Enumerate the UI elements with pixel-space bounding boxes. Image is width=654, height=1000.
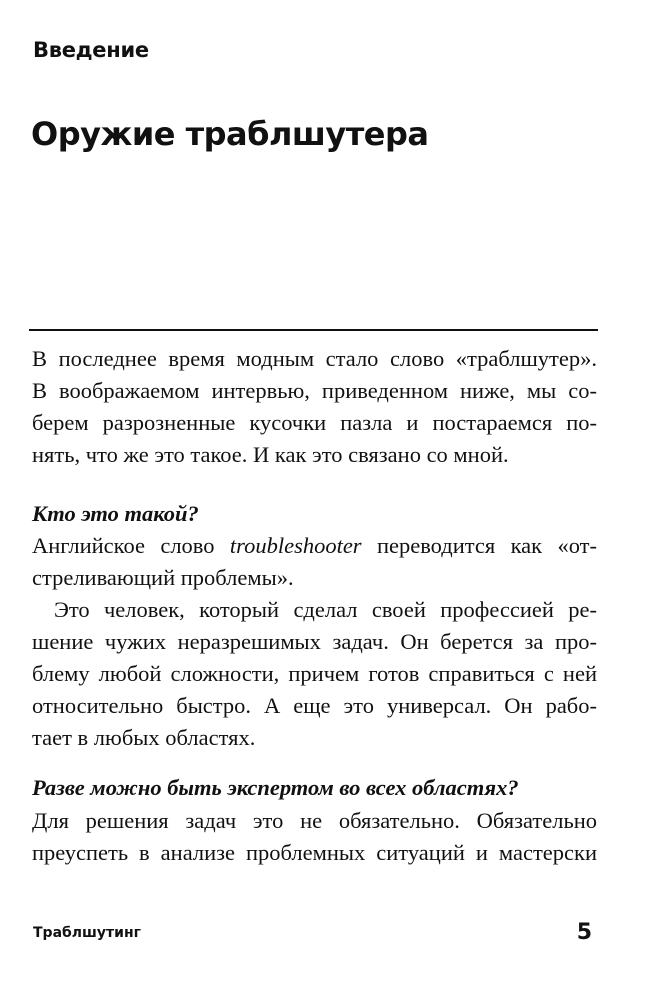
text-line: В воображаемом интервью, приведенном ниже, мы со- [32, 378, 597, 403]
intro-paragraph [32, 343, 597, 471]
chapter-title: Оружие траблшутера [31, 115, 429, 153]
emphasized-term: troubleshooter [229, 533, 362, 558]
text-line: Для решения задач это не обязательно. Обязательно [32, 808, 597, 833]
section-label: Введение [33, 38, 149, 62]
answer-paragraph [32, 530, 597, 594]
answer-paragraph [32, 805, 597, 869]
text-line: нять, что же это такое. И как это связано со мной. [32, 442, 509, 467]
text-line: В последнее время модным стало слово «траблшутер». [32, 346, 597, 371]
text-line: блему любой сложности, причем готов справиться с ней [32, 661, 597, 686]
text-line: преуспеть в анализе проблемных ситуаций и мастерски [32, 840, 597, 865]
text-line: стреливающий проблемы». [32, 565, 294, 590]
text-fragment: Английское слово [32, 533, 230, 558]
text-line: Это человек, который сделал своей профессией ре- [54, 597, 597, 622]
text-line: берем разрозненные кусочки пазла и постараемся по- [32, 410, 597, 435]
page-number: 5 [576, 920, 592, 945]
question-heading: Разве можно быть экспертом во всех областях? [32, 775, 519, 800]
text-line: шение чужих неразрешимых задач. Он берется за про- [32, 629, 597, 654]
text-fragment: переводится как «от- [361, 533, 597, 558]
text-line: относительно быстро. А еще это универсал. Он рабо- [32, 693, 597, 718]
body-paragraph [32, 594, 597, 754]
question-heading: Кто это такой? [32, 501, 199, 526]
title-divider [29, 329, 598, 331]
text-line: тает в любых областях. [32, 725, 256, 750]
footer-book-title: Траблшутинг [33, 925, 141, 941]
text-line [32, 530, 597, 562]
